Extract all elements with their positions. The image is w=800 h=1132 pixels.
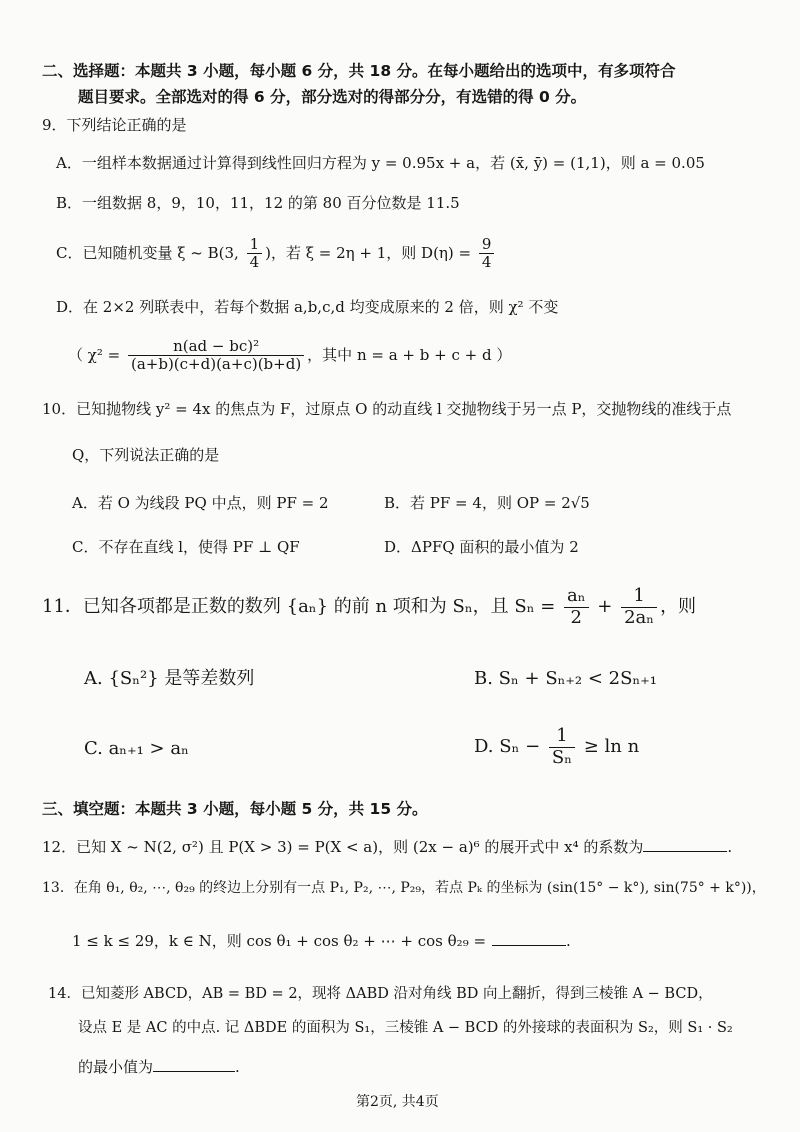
q13-line1: 13．在角 θ₁, θ₂, ⋯, θ₂₉ 的终边上分别有一点 P₁, P₂, ⋯, P₂₉，若点 Pₖ 的坐标为 (sin(15° − k°), sin(75° + k°))，	[42, 880, 766, 896]
q11-stem-pre: 11．已知各项都是正数的数列 {aₙ} 的前 n 项和为 Sₙ，且 Sₙ =	[42, 596, 562, 618]
q13-line2	[72, 930, 571, 950]
q9-c-text-mid: )，若 ξ = 2η + 1，则 D(η) =	[265, 243, 476, 262]
q11-fraction-1	[564, 586, 589, 628]
q11-plus: +	[591, 596, 619, 618]
q11-fraction-1-num: aₙ	[564, 586, 589, 608]
q11-d-fraction-num: 1	[549, 726, 575, 748]
q10-stem-line1: 10．已知抛物线 y² = 4x 的焦点为 F，过原点 O 的动直线 l 交抛物线于另一点 P，交抛物线的准线于点	[42, 400, 732, 418]
q11-fraction-2-den: 2aₙ	[624, 606, 655, 628]
q9-c-fraction-den: 4	[249, 253, 260, 272]
q14-line3	[78, 1056, 240, 1076]
q9-c-fraction-num: 1	[247, 236, 263, 254]
q11-fraction-2-num: 1	[621, 586, 657, 608]
q11-d-post: ≥ ln n	[578, 736, 640, 758]
q9-option-c	[56, 236, 497, 272]
q10-option-c: C．不存在直线 l，使得 PF ⊥ QF	[72, 538, 300, 556]
q12	[42, 836, 732, 856]
q9-option-a: A．一组样本数据通过计算得到线性回归方程为 y = 0.95x + a，若 (x̄, ȳ) = (1,1)，则 a = 0.05	[56, 154, 705, 172]
q9-c-text-pre: C．已知随机变量 ξ ~ B(3,	[56, 243, 244, 262]
q9-stem: 9．下列结论正确的是	[42, 116, 187, 134]
q12-text: 12．已知 X ~ N(2, σ²) 且 P(X > 3) = P(X < a)，则 (2x − a)⁶ 的展开式中 x⁴ 的系数为	[42, 838, 644, 856]
q11-stem-post: ，则	[660, 596, 697, 618]
q10-stem-line2: Q，下列说法正确的是	[72, 446, 220, 464]
section2-header-line1: 二、选择题：本题共 3 小题，每小题 6 分，共 18 分。在每小题给出的选项中，有多项符合	[42, 62, 676, 80]
q11-d-fraction	[549, 726, 575, 768]
q9-d-formula-pre: （ χ² =	[68, 345, 125, 364]
q11-d-pre: D. Sₙ −	[474, 736, 546, 758]
q9-option-b: B．一组数据 8，9，10，11，12 的第 80 百分位数是 11.5	[56, 194, 460, 212]
q9-d-chi-num: n(ad − bc)²	[128, 338, 304, 356]
q14-line1: 14．已知菱形 ABCD，AB = BD = 2，现将 ΔABD 沿对角线 BD 向上翻折，得到三棱锥 A − BCD，	[48, 986, 713, 1002]
q9-c-result-num: 9	[479, 236, 495, 254]
q9-d-formula-post: ，其中 n = a + b + c + d ）	[307, 345, 512, 364]
q11-option-a: A. {Sₙ²} 是等差数列	[84, 668, 255, 689]
q13-line2-text: 1 ≤ k ≤ 29，k ∈ N，则 cos θ₁ + cos θ₂ + ⋯ + cos θ₂₉ =	[72, 932, 487, 950]
q10-option-a: A．若 O 为线段 PQ 中点，则 PF = 2	[72, 494, 329, 512]
q14-end: .	[235, 1058, 240, 1076]
q12-end: .	[727, 838, 733, 856]
q11-option-c: C. aₙ₊₁ > aₙ	[84, 738, 189, 759]
q11-option-b: B. Sₙ + Sₙ₊₂ < 2Sₙ₊₁	[474, 668, 657, 689]
q10-option-d: D．ΔPFQ 面积的最小值为 2	[384, 538, 579, 556]
q9-d-chi-fraction	[128, 338, 304, 374]
q13-answer-blank[interactable]	[492, 930, 566, 946]
q14-answer-blank[interactable]	[153, 1056, 235, 1072]
q9-d-chi-den: (a+b)(c+d)(a+c)(b+d)	[130, 355, 302, 374]
q9-option-d: D．在 2×2 列联表中，若每个数据 a,b,c,d 均变成原来的 2 倍，则 χ² 不变	[56, 298, 559, 316]
q9-c-result-fraction	[479, 236, 495, 272]
q12-answer-blank[interactable]	[643, 836, 727, 852]
q9-d-formula	[68, 338, 511, 374]
q11-option-d	[474, 726, 639, 768]
section3-header: 三、填空题：本题共 3 小题，每小题 5 分，共 15 分。	[42, 800, 428, 818]
q11-fraction-1-den: 2	[570, 606, 582, 628]
q11-d-fraction-den: Sₙ	[551, 746, 573, 768]
q13-end: .	[566, 932, 571, 950]
q9-c-fraction	[247, 236, 263, 272]
q14-line3-text: 的最小值为	[78, 1058, 154, 1076]
page-footer: 第2页, 共4页	[356, 1094, 439, 1110]
q14-line2: 设点 E 是 AC 的中点. 记 ΔBDE 的面积为 S₁，三棱锥 A − BCD 的外接球的表面积为 S₂，则 S₁ · S₂	[78, 1020, 733, 1036]
section2-header-line2: 题目要求。全部选对的得 6 分，部分选对的得部分分，有选错的得 0 分。	[78, 88, 587, 106]
q11-fraction-2	[621, 586, 657, 628]
q10-option-b: B．若 PF = 4，则 OP = 2√5	[384, 494, 590, 512]
q11-stem	[42, 586, 696, 628]
q9-c-result-den: 4	[481, 253, 492, 272]
